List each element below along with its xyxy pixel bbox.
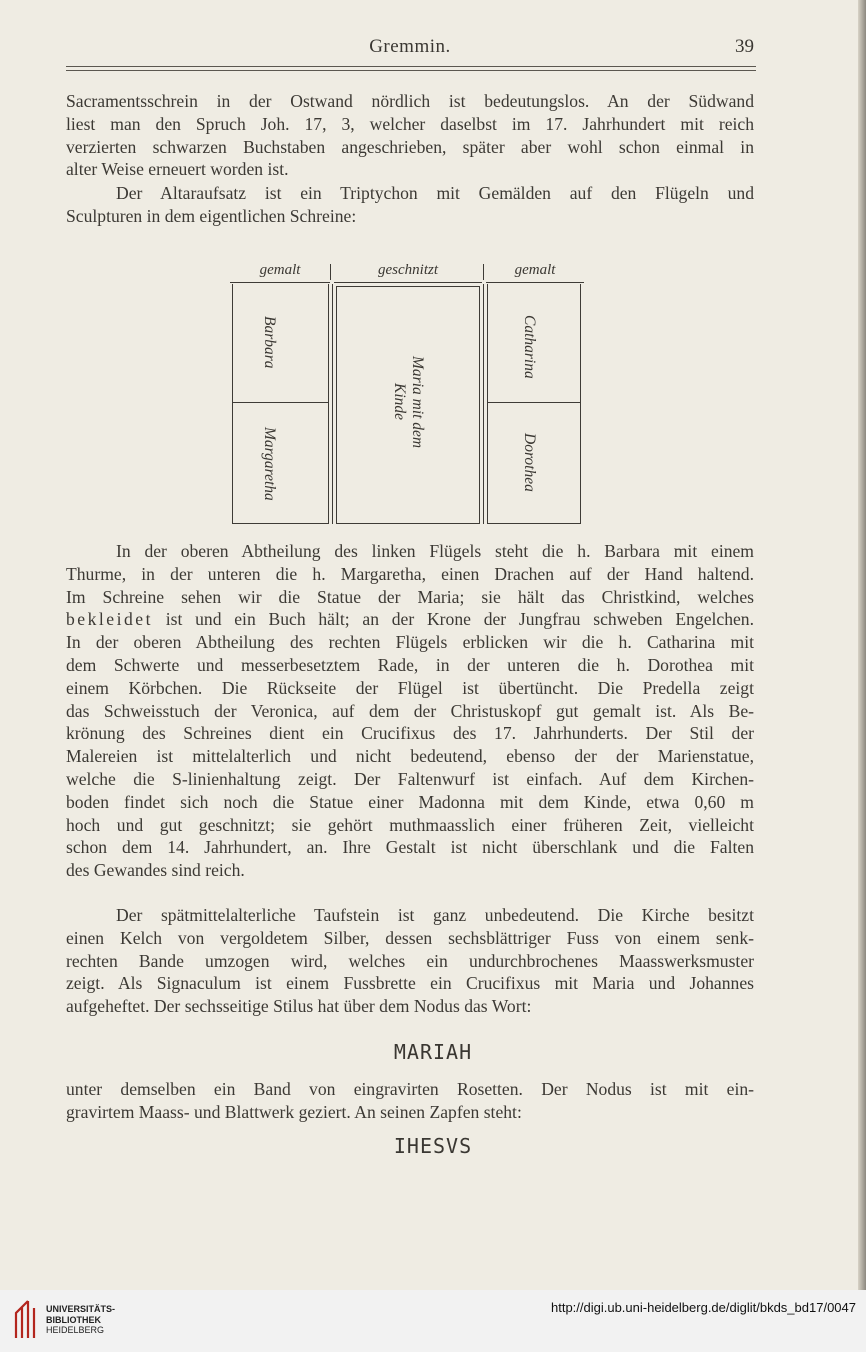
frame-line: [336, 286, 480, 287]
paragraph-1: [66, 90, 754, 181]
text-line: unter demselben ein Band von eingravirten Rosetten. Der Nodus ist mit ein-: [66, 1079, 754, 1099]
text-line: welche die S-linienhaltung zeigt. Der Faltenwurf ist einfach. Auf dem Kirchen-: [66, 768, 754, 789]
permalink-url[interactable]: http://digi.ub.uni-heidelberg.de/diglit/bkds_bd17/0047: [550, 1300, 856, 1315]
frame-line: [487, 402, 581, 403]
header-center-carved: geschnitzt: [378, 262, 438, 278]
text-line: [66, 608, 754, 631]
frame-line: [483, 284, 484, 524]
library-footer: [0, 1290, 866, 1352]
paragraph-3: [66, 540, 754, 882]
panel-center-line-1: Maria mit dem: [409, 355, 426, 449]
text-line: Thurme, in der unteren die h. Margaretha, einen Drachen auf der Hand haltend.: [66, 563, 754, 584]
emphasized-word: bekleidet: [66, 609, 153, 630]
frame-line: [232, 402, 328, 403]
text-line: aufgeheftet. Der sechsseitige Stilus hat über dem Nodus das Wort:: [66, 996, 532, 1017]
text-line: zeigt. Als Signaculum ist einem Fussbrette ein Crucifixus mit Maria und Johannes: [66, 973, 754, 994]
frame-line: [479, 286, 480, 524]
panel-catharina: Catharina: [521, 315, 538, 379]
inscription-ihesvs: IHESVS: [393, 1134, 473, 1158]
header-left-painted: gemalt: [259, 262, 301, 278]
library-name: [46, 1304, 115, 1336]
frame-line: [328, 284, 329, 524]
panel-margaretha: Margaretha: [261, 427, 278, 501]
page-header: [66, 36, 754, 62]
text-line: boden findet sich noch die Statue einer Madonna mit dem Kinde, etwa 0,60 m: [66, 791, 754, 812]
frame-line: [336, 523, 480, 524]
text-line: Sculpturen in dem eigentlichen Schreine:: [66, 205, 357, 226]
text-line: schon dem 14. Jahrhundert, an. Ihre Gestalt ist nicht überschlank und die Falten: [66, 837, 754, 858]
text-line: Im Schreine sehen wir die Statue der Maria; sie hält das Christkind, welches: [66, 586, 754, 607]
library-name-line: HEIDELBERG: [46, 1325, 105, 1335]
panel-dorothea: Dorothea: [521, 432, 538, 492]
text-line: In der oberen Abtheilung des linken Flügels steht die h. Barbara mit einem: [116, 541, 754, 561]
library-name-line: BIBLIOTHEK: [46, 1314, 101, 1325]
frame-line: [332, 284, 333, 524]
paragraph-2: [66, 182, 754, 228]
text-line: des Gewandes sind reich.: [66, 860, 245, 881]
inscription-mariah: MARIAH: [393, 1040, 473, 1064]
text-line: rechten Bande umzogen wird, welches ein undurchbrochenes Maasswerksmuster: [66, 950, 754, 971]
frame-line: [336, 286, 337, 524]
frame-line: [580, 284, 581, 524]
header-rule-top: [66, 66, 756, 67]
text-line: dem Schwerte und messerbesetztem Rade, in der unteren die h. Dorothea mit: [66, 654, 754, 675]
text-line: alter Weise erneuert worden ist.: [66, 159, 289, 180]
frame-line: [487, 523, 581, 524]
text-line: verzierten schwarzen Buchstaben angeschrieben, später aber wohl schon einmal in: [66, 136, 754, 157]
page-edge: [858, 0, 866, 1290]
paragraph-4: [66, 904, 754, 1018]
text-line: hoch und gut geschnitzt; sie gehört muthmaasslich einer früheren Zeit, vielleicht: [66, 814, 754, 835]
text-line: Sacramentsschrein in der Ostwand nördlich ist bedeutungslos. An der Südwand: [66, 91, 754, 111]
text-line: krönung des Schreines dient ein Crucifixus des 17. Jahrhunderts. Der Stil der: [66, 723, 754, 744]
frame-line: [232, 523, 328, 524]
text-line: das Schweisstuch der Veronica, auf dem der Christuskopf gut gemalt ist. Als Be-: [66, 700, 754, 721]
text-line: einen Kelch von vergoldetem Silber, dessen sechsblättriger Fuss von einem senk-: [66, 927, 754, 948]
panel-barbara: Barbara: [261, 315, 278, 369]
panel-maria-mit-dem-kinde: [390, 332, 426, 472]
text-line: liest man den Spruch Joh. 17, 3, welcher daselbst im 17. Jahrhundert mit reich: [66, 113, 754, 134]
frame-line: [232, 284, 233, 524]
text-fragment: ist und ein Buch hält; an der Krone der Jungfrau schweben Engelchen.: [152, 609, 754, 630]
header-underline: [334, 282, 482, 283]
text-line: gravirtem Maass- und Blattwerk geziert. An seinen Zapfen steht:: [66, 1101, 522, 1122]
header-rule-bottom: [66, 70, 756, 71]
text-line: einem Körbchen. Die Rückseite der Flügel ist übertüncht. Die Predella zeigt: [66, 677, 754, 698]
header-right-painted: gemalt: [514, 262, 556, 278]
frame-line: [487, 284, 488, 524]
paragraph-5: [66, 1078, 754, 1124]
triptych-diagram: [230, 262, 584, 528]
page-number: 39: [735, 36, 754, 57]
header-underline: [230, 282, 330, 283]
header-separator: [330, 264, 331, 280]
text-line: Der Altaraufsatz ist ein Triptychon mit Gemälden auf den Flügeln und: [116, 183, 754, 203]
panel-center-line-2: Kinde: [391, 383, 408, 421]
header-underline: [486, 282, 584, 283]
header-separator: [483, 264, 484, 280]
library-logo-icon: [8, 1298, 38, 1342]
text-line: Malereien ist mittelalterlich und nicht bedeutend, ebenso der der Marienstatue,: [66, 746, 754, 767]
text-line: Der spätmittelalterliche Taufstein ist ganz unbedeutend. Die Kirche besitzt: [116, 905, 754, 925]
running-title: Gremmin.: [369, 36, 451, 57]
text-line: In der oberen Abtheilung des rechten Flügels erblicken wir die h. Catharina mit: [66, 632, 754, 653]
library-name-line: UNIVERSITÄTS-: [46, 1304, 116, 1314]
